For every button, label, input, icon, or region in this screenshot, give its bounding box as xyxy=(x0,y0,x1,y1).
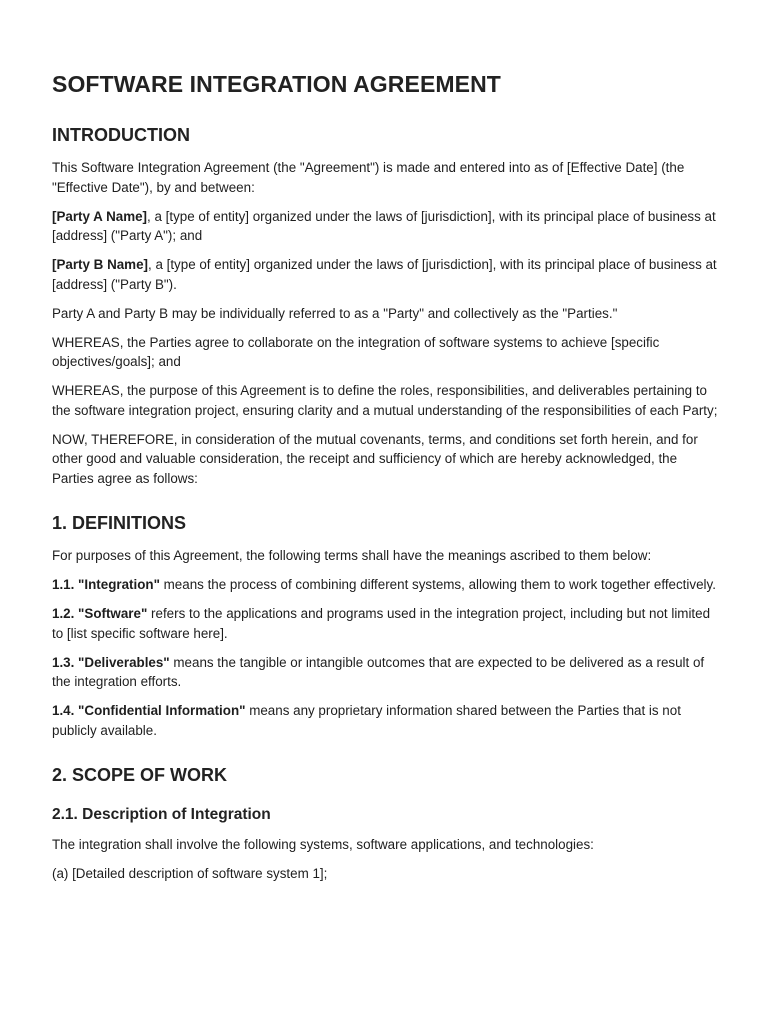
definition-text: means the process of combining different systems, allowing them to work together effectively. xyxy=(159,577,716,592)
definition-item xyxy=(52,604,722,643)
party-b-paragraph xyxy=(52,255,722,294)
definition-item xyxy=(52,701,722,740)
definition-item xyxy=(52,575,722,595)
definition-text: means any proprietary information shared between the Parties that is not publicly available. xyxy=(52,703,681,738)
definitions-intro: For purposes of this Agreement, the following terms shall have the meanings ascribed to them below: xyxy=(52,548,652,563)
definition-item xyxy=(52,653,722,692)
definition-text: means the tangible or intangible outcomes that are expected to be delivered as a result of the integration efforts. xyxy=(52,654,705,689)
party-b-name: [Party B Name] xyxy=(52,257,148,272)
introduction-heading: INTRODUCTION xyxy=(52,125,190,145)
scope-subheading: 2.1. Description of Integration xyxy=(52,806,271,823)
intro-paragraph: This Software Integration Agreement (the "Agreement") is made and entered into as of [Effective Date] (the "Effective Date"), by and between: xyxy=(52,160,685,195)
whereas-paragraph-2: WHEREAS, the purpose of this Agreement is to define the roles, responsibilities, and deliverables pertaining to the software integration project, ensuring clarity and a mutual understanding of the responsibilities of each Party; xyxy=(52,383,718,418)
definition-term: 1.3. "Deliverables" xyxy=(52,654,170,670)
definition-term: 1.4. "Confidential Information" xyxy=(52,703,246,718)
now-therefore-paragraph: NOW, THEREFORE, in consideration of the mutual covenants, terms, and conditions set forth herein, and for other good and valuable consideration, the receipt and sufficiency of which are hereby acknowledged, the Parties agree as follows: xyxy=(52,431,698,486)
definition-term: 1.1. "Integration" xyxy=(52,577,160,592)
document-title: SOFTWARE INTEGRATION AGREEMENT xyxy=(52,71,501,97)
party-b-details: , a [type of entity] organized under the laws of [jurisdiction], with its principal place of business at [address] ("Party B"). xyxy=(52,257,717,292)
scope-item-a: (a) [Detailed description of software system 1]; xyxy=(52,866,328,881)
definition-term: 1.2. "Software" xyxy=(52,606,148,621)
definitions-heading: 1. DEFINITIONS xyxy=(52,513,187,533)
document-content xyxy=(52,68,722,893)
parties-paragraph: Party A and Party B may be individually referred to as a "Party" and collectively as the "Parties." xyxy=(52,305,618,321)
definition-text: refers to the applications and programs used in the integration project, including but not limited to [list specific software here]. xyxy=(52,606,711,641)
whereas-paragraph-1: WHEREAS, the Parties agree to collaborate on the integration of software systems to achieve [specific objectives/goals]; and xyxy=(52,334,660,369)
scope-heading: 2. SCOPE OF WORK xyxy=(52,765,228,785)
party-a-name: [Party A Name] xyxy=(52,208,148,224)
party-a-paragraph xyxy=(52,207,722,246)
scope-intro: The integration shall involve the following systems, software applications, and technologies: xyxy=(52,837,594,852)
party-a-details: , a [type of entity] organized under the laws of [jurisdiction], with its principal place of business at [address] ("Party A"); and xyxy=(52,208,716,243)
